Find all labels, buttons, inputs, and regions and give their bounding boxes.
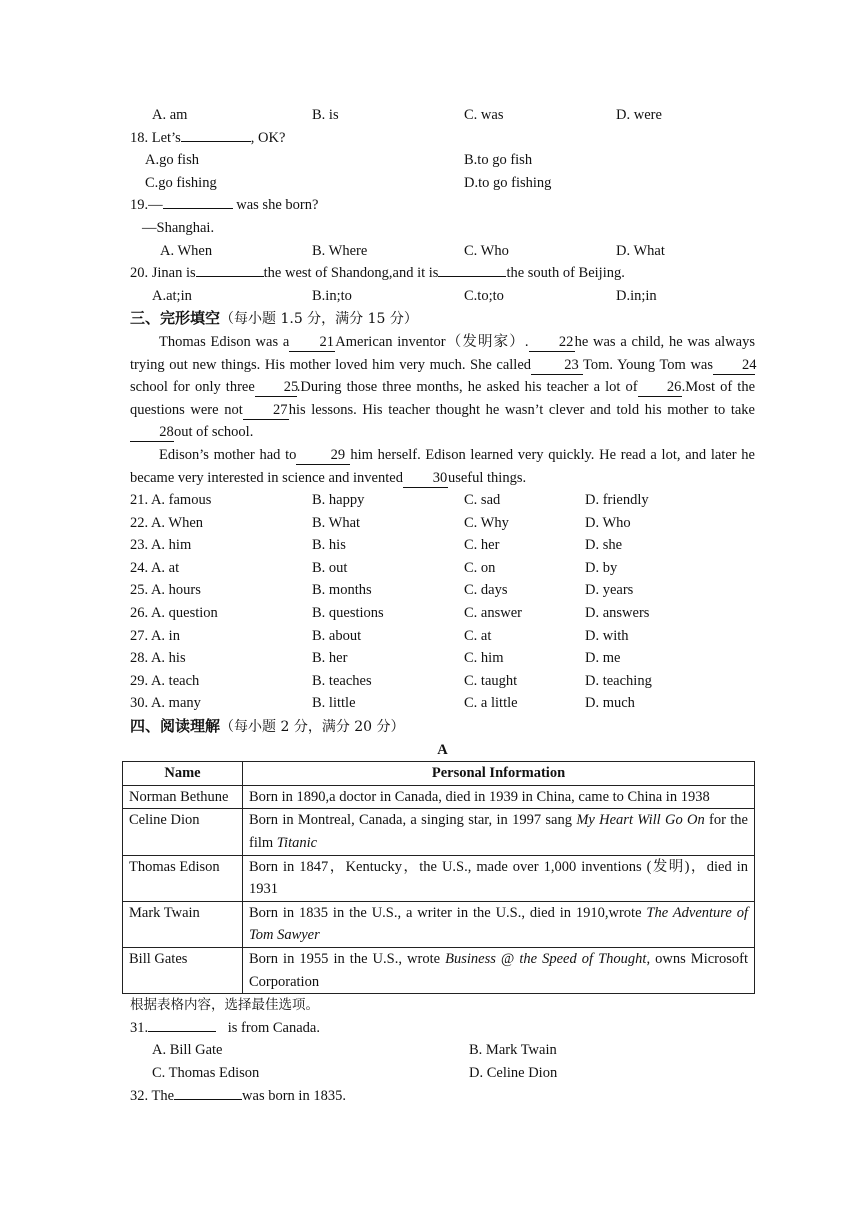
cloze-option: B. her [312,650,348,667]
italic-title: My Heart Will Go On [576,812,705,829]
section3-title: 三、完形填空 [130,309,221,328]
table-row [123,855,755,901]
info-text: for the film [249,812,748,851]
cloze-blank-21: 21 [289,334,335,352]
cloze-option: 29. A. teach [130,672,200,689]
cloze-option: D. by [585,559,618,576]
cloze-option: 28. A. his [130,650,186,667]
table-header-name: Name [123,762,243,786]
table-cell-info [243,809,755,855]
cloze-blank-27: 27 [243,402,289,420]
cloze-option: D. me [585,650,621,667]
instruction: 根据表格内容，选择最佳选项。 [130,997,319,1014]
q19-option-d: D. What [616,242,665,259]
cloze-option: B. about [312,627,362,644]
q31-option-c: C. Thomas Edison [152,1064,260,1081]
answer-blank [148,1031,216,1032]
cloze-option: D. with [585,627,629,644]
q19-option-c: C. Who [464,242,509,259]
table-cell-info [243,785,755,809]
cloze-option: D. much [585,695,635,712]
q31-options-row1 [130,1039,755,1062]
info-text: Born in 1847，Kentucky，the U.S., made over 1,000 inventions (发明)，died in 1931 [249,858,748,898]
cloze-blank-23: 23 [531,357,583,375]
q19-answer-line: —Shanghai. [142,219,215,236]
q31-option-b: B. Mark Twain [469,1042,557,1059]
cloze-option: D. friendly [585,492,649,509]
table-cell-name: Celine Dion [123,809,243,855]
cloze-option-row [130,692,755,715]
section3-heading [130,307,755,331]
cloze-blank-26: 26 [638,379,682,397]
cloze-option-row [130,625,755,648]
cloze-option: C. on [464,559,496,576]
q19-options [130,240,755,263]
cloze-option-row [130,557,755,580]
cloze-paragraph-1: Thomas Edison was a 21American inventor（发明家）. 22he was a child, he was always trying out new things. His mother loved him very much. She called 23 Tom. Young Tom was 24school for only three 25.During those three months, he asked his teacher a lot of 26.Most of the questions were not 27his lessons. His teacher thought he wasn’t clever and told his mother to take28out of school. [130,333,757,441]
table-row [123,947,755,993]
cloze-option: B. months [312,582,372,599]
cloze-option: C. her [464,537,500,554]
cloze-option: B. little [312,695,356,712]
q19-stem: 19.— was she born? [130,197,319,214]
cloze-blank-28: 28 [130,424,174,442]
q17-options [130,104,755,127]
q20-stem: 20. Jinan is the west of Shandong,and it is the south of Beijing. [130,265,625,282]
cloze-option: D. Who [585,514,631,531]
table-header-row [123,762,755,786]
cloze-blank-30: 30 [403,470,448,488]
cloze-option: C. answer [464,605,522,622]
cloze-option: B. his [312,537,346,554]
cloze-option: 27. A. in [130,627,180,644]
q17-option-a: A. am [152,107,188,123]
q17-option-d: D. were [616,107,662,123]
q18-stem: 18. Let’s , OK? [130,129,286,146]
cloze-option-row [130,670,755,693]
table-cell-info [243,855,755,901]
answer-blank [438,276,506,277]
table-cell-name: Bill Gates [123,947,243,993]
answer-blank [181,141,251,142]
cloze-blank-22: 22 [529,334,575,352]
q31-options-row2 [130,1062,755,1085]
cloze-option: 25. A. hours [130,582,201,599]
section4-title: 四、阅读理解 [130,717,221,736]
q20-options [130,285,755,308]
q20-option-a: A.at;in [152,287,192,304]
cloze-option: B. happy [312,492,365,509]
answer-blank [163,208,233,209]
q19-option-a: A. When [160,242,213,259]
cloze-option: C. taught [464,672,518,689]
q31-option-a: A. Bill Gate [152,1042,223,1059]
cloze-option: C. days [464,582,508,599]
q18-option-b: B.to go fish [464,152,533,169]
section3-note: （每小题 1.5 分，满分 15 分） [220,311,418,328]
info-text: Born in 1955 in the U.S., wrote [249,950,446,967]
table-cell-name: Norman Bethune [123,785,243,809]
cloze-option: B. out [312,559,348,576]
exam-page [130,104,755,1107]
cloze-option: D. she [585,537,623,554]
table-cell-name: Mark Twain [123,901,243,947]
cloze-option: C. sad [464,492,501,509]
cloze-option: B. What [312,514,361,531]
cloze-option: D. answers [585,605,650,622]
cloze-option-row [130,534,755,557]
cloze-option: D. years [585,582,634,599]
personal-info-table [122,761,755,994]
section4-heading [130,715,755,739]
cloze-option-row [130,512,755,535]
q18-option-c: C.go fishing [145,174,217,191]
cloze-option: 26. A. question [130,605,218,622]
q17-option-b: B. is [312,107,339,123]
table-cell-info [243,947,755,993]
italic-title: Business @ the Speed of Thought [445,950,647,967]
table-row [123,785,755,809]
cloze-blank-24: 24 [713,357,755,375]
q20-option-b: B.in;to [312,287,352,304]
cloze-option: 21. A. famous [130,492,212,509]
q18-option-d: D.to go fishing [464,174,552,191]
q20-option-d: D.in;in [616,287,657,304]
cloze-option-row [130,489,755,512]
table-cell-info [243,901,755,947]
table-header-info: Personal Information [243,762,755,786]
q20-option-c: C.to;to [464,287,504,304]
info-text: Born in 1835 in the U.S., a writer in the U.S., died in 1910,wrote [249,904,647,921]
cloze-option-row [130,579,755,602]
info-text: Born in Montreal, Canada, a singing star, in 1997 sang [249,812,577,829]
table-cell-name: Thomas Edison [123,855,243,901]
cloze-options [130,489,755,715]
cloze-option: C. Why [464,514,509,531]
cloze-blank-29: 29 [296,447,350,465]
answer-blank [174,1099,242,1100]
q31-option-d: D. Celine Dion [469,1064,558,1081]
italic-title: Titanic [276,835,318,851]
cloze-option: B. questions [312,605,384,622]
cloze-option: D. teaching [585,672,652,689]
q32-stem: 32. The was born in 1835. [130,1087,346,1104]
cloze-paragraph-2: Edison’s mother had to 29 him herself. Edison learned very quickly. He read a lot, and later he became very interested in science and invented 30useful things. [130,446,755,486]
table-row [123,901,755,947]
cloze-option: 23. A. him [130,537,192,554]
cloze-option-row [130,602,755,625]
italic-title: The Adventure of Tom Sawyer [249,904,748,944]
q31-stem: 31. is from Canada. [130,1019,320,1036]
section4-note: （每小题 2 分，满分 20 分） [220,719,405,736]
q18-option-a: A.go fish [145,152,199,169]
table-row [123,809,755,855]
cloze-option-row [130,647,755,670]
q18-options-row2 [130,172,755,195]
cloze-option: B. teaches [312,672,372,689]
cloze-option: 24. A. at [130,559,180,576]
q19-option-b: B. Where [312,242,368,259]
q18-options-row1 [130,149,755,172]
info-text: , owns Microsoft Corporation [249,950,748,990]
cloze-option: C. him [464,650,504,667]
answer-blank [196,276,264,277]
q17-option-c: C. was [464,107,504,123]
cloze-blank-25: 25 [255,379,297,397]
passage-label: A [437,741,448,758]
cloze-option: C. a little [464,695,518,712]
cloze-option: 30. A. many [130,695,201,712]
cloze-option: C. at [464,627,492,644]
info-text: Born in 1890,a doctor in Canada, died in 1939 in China, came to China in 1938 [249,788,710,805]
cloze-option: 22. A. When [130,514,204,531]
